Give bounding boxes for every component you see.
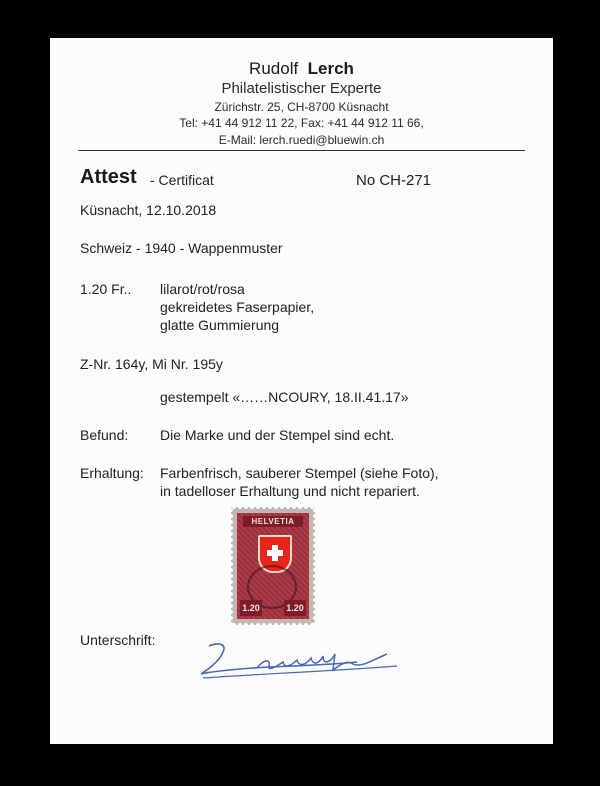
expert-title: Philatelistischer Experte [221, 80, 382, 97]
befund-text: Die Marke und der Stempel sind echt. [160, 427, 395, 443]
signature-icon [197, 636, 407, 684]
certificate-title: Attest [80, 166, 137, 188]
stamp-photo [231, 507, 315, 625]
stamp-value: 1.20 Fr.. [80, 281, 132, 297]
expert-last-name: Lerch [307, 59, 354, 78]
expert-first-name: Rudolf [249, 59, 299, 78]
certificate-number: No CH-271 [356, 172, 432, 189]
cancellation: gestempelt «……NCOURY, 18.II.41.17» [160, 389, 409, 405]
erhaltung-line-1: Farbenfrisch, sauberer Stempel (siehe Foto), [160, 465, 439, 481]
stamp-value-left: 1.20 [240, 600, 262, 616]
issue-line: Schweiz - 1940 - Wappenmuster [80, 240, 283, 256]
expert-email: E-Mail: lerch.ruedi@bluewin.ch [218, 133, 385, 147]
befund-label: Befund: [80, 427, 129, 443]
expert-name [50, 59, 553, 79]
expert-phone-fax: Tel: +41 44 912 11 22, Fax: +41 44 912 11 66, [179, 116, 424, 130]
header-divider [78, 150, 525, 151]
erhaltung-line-2: in tadelloser Erhaltung und nicht repariert. [160, 483, 420, 499]
stamp-gum: glatte Gummierung [160, 317, 280, 333]
certificate-card [50, 38, 553, 744]
expert-address: Zürichstr. 25, CH-8700 Küsnacht [214, 100, 389, 114]
stamp-country: HELVETIA [243, 516, 303, 527]
place-date: Küsnacht, 12.10.2018 [80, 202, 217, 218]
erhaltung-label: Erhaltung: [80, 465, 144, 481]
stamp-paper: gekreidetes Faserpapier, [160, 299, 315, 315]
signature-label: Unterschrift: [80, 632, 156, 648]
stamp-colour: lilarot/rot/rosa [160, 281, 245, 297]
stamp-value-right: 1.20 [284, 600, 306, 616]
certificate-subtitle: - Certificat [150, 172, 214, 188]
catalog-numbers: Z-Nr. 164y, Mi Nr. 195y [80, 356, 223, 372]
